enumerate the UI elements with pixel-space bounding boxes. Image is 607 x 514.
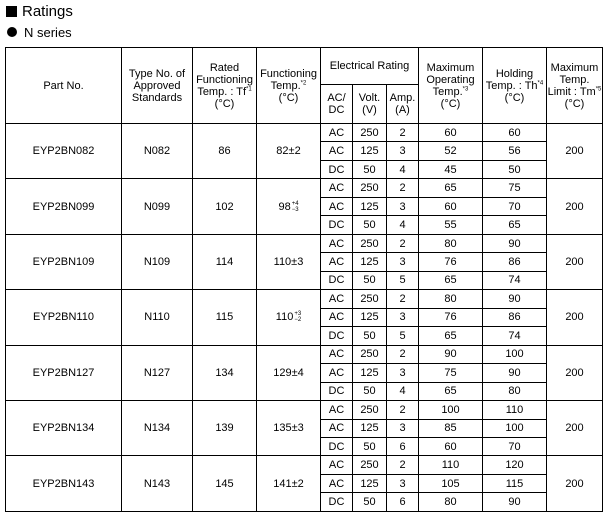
max-operating-temp-cell: 105 xyxy=(419,474,483,492)
acdc-cell: DC xyxy=(321,382,353,400)
max-operating-temp-cell: 110 xyxy=(419,456,483,474)
table-row xyxy=(6,179,603,197)
circle-bullet-icon xyxy=(7,27,17,37)
max-operating-temp-cell: 60 xyxy=(419,124,483,142)
amp-cell: 3 xyxy=(387,197,419,215)
rated-temp-cell: 114 xyxy=(193,234,257,289)
acdc-cell: AC xyxy=(321,419,353,437)
acdc-cell: AC xyxy=(321,179,353,197)
header-acdc: AC/ DC xyxy=(321,85,353,124)
rated-temp-cell: 115 xyxy=(193,290,257,345)
max-temp-limit-cell: 200 xyxy=(547,124,603,179)
holding-temp-cell: 50 xyxy=(483,160,547,178)
header-part-no: Part No. xyxy=(6,48,122,124)
amp-cell: 4 xyxy=(387,216,419,234)
max-operating-temp-cell: 60 xyxy=(419,197,483,215)
functioning-temp-cell xyxy=(257,401,321,456)
holding-temp-cell: 80 xyxy=(483,382,547,400)
holding-temp-cell: 60 xyxy=(483,124,547,142)
header-max-operating-temp: Maximum Operating Temp.$^{*3}$ (°C) xyxy=(419,48,483,124)
max-operating-temp-cell: 100 xyxy=(419,401,483,419)
max-temp-limit-cell: 200 xyxy=(547,345,603,400)
max-temp-limit-cell: 200 xyxy=(547,234,603,289)
functioning-temp-value: 129±4 xyxy=(273,366,304,379)
acdc-cell: AC xyxy=(321,124,353,142)
max-operating-temp-cell: 65 xyxy=(419,271,483,289)
tolerance-upper: +3 xyxy=(294,311,302,318)
functioning-temp-value: 82±2 xyxy=(276,145,301,158)
holding-temp-cell: 74 xyxy=(483,271,547,289)
series-subheading xyxy=(7,23,72,41)
acdc-cell: AC xyxy=(321,345,353,363)
volt-cell: 50 xyxy=(353,327,387,345)
table-row xyxy=(6,401,603,419)
holding-temp-cell: 100 xyxy=(483,419,547,437)
rated-temp-cell: 139 xyxy=(193,401,257,456)
max-operating-temp-cell: 76 xyxy=(419,308,483,326)
volt-cell: 250 xyxy=(353,290,387,308)
holding-temp-cell: 90 xyxy=(483,290,547,308)
acdc-cell: DC xyxy=(321,271,353,289)
volt-cell: 250 xyxy=(353,124,387,142)
volt-cell: 125 xyxy=(353,419,387,437)
volt-cell: 250 xyxy=(353,179,387,197)
volt-cell: 50 xyxy=(353,160,387,178)
table-row xyxy=(6,345,603,363)
amp-cell: 2 xyxy=(387,124,419,142)
acdc-cell: AC xyxy=(321,456,353,474)
functioning-temp-cell xyxy=(257,345,321,400)
max-operating-temp-cell: 80 xyxy=(419,290,483,308)
acdc-cell: AC xyxy=(321,364,353,382)
acdc-cell: AC xyxy=(321,401,353,419)
type-no-cell: N099 xyxy=(122,179,193,234)
functioning-temp-value: 141±2 xyxy=(273,477,304,490)
max-operating-temp-cell: 80 xyxy=(419,493,483,512)
max-temp-limit-cell: 200 xyxy=(547,456,603,512)
max-temp-limit-cell: 200 xyxy=(547,179,603,234)
holding-temp-cell: 100 xyxy=(483,345,547,363)
acdc-cell: AC xyxy=(321,308,353,326)
volt-cell: 50 xyxy=(353,437,387,455)
series-name: N series xyxy=(24,24,72,40)
volt-cell: 125 xyxy=(353,474,387,492)
header-functioning-temp: Functioning Temp.$^{*2}$ (°C) xyxy=(257,48,321,124)
volt-cell: 50 xyxy=(353,271,387,289)
functioning-temp-value: 110±3 xyxy=(273,256,304,269)
volt-cell: 50 xyxy=(353,493,387,512)
functioning-temp-value: 110 xyxy=(275,311,294,324)
max-temp-limit-cell: 200 xyxy=(547,401,603,456)
acdc-cell: AC xyxy=(321,253,353,271)
square-bullet-icon xyxy=(6,6,17,17)
holding-temp-cell: 90 xyxy=(483,234,547,252)
amp-cell: 2 xyxy=(387,345,419,363)
volt-cell: 125 xyxy=(353,308,387,326)
functioning-temp-value: 98 xyxy=(278,200,291,213)
tolerance-upper: +4 xyxy=(291,200,299,207)
amp-cell: 5 xyxy=(387,327,419,345)
ratings-table xyxy=(5,47,603,512)
acdc-cell: DC xyxy=(321,216,353,234)
tolerance-lower: −3 xyxy=(291,206,299,213)
volt-cell: 250 xyxy=(353,345,387,363)
acdc-cell: DC xyxy=(321,160,353,178)
holding-temp-cell: 110 xyxy=(483,401,547,419)
table-row xyxy=(6,234,603,252)
amp-cell: 3 xyxy=(387,142,419,160)
acdc-cell: AC xyxy=(321,197,353,215)
section-heading xyxy=(6,1,73,21)
amp-cell: 2 xyxy=(387,401,419,419)
header-amp: Amp. (A) xyxy=(387,85,419,124)
holding-temp-cell: 56 xyxy=(483,142,547,160)
volt-cell: 125 xyxy=(353,142,387,160)
rated-temp-cell: 86 xyxy=(193,124,257,179)
amp-cell: 3 xyxy=(387,364,419,382)
max-operating-temp-cell: 60 xyxy=(419,437,483,455)
max-operating-temp-cell: 52 xyxy=(419,142,483,160)
holding-temp-cell: 90 xyxy=(483,493,547,512)
amp-cell: 2 xyxy=(387,179,419,197)
tolerance xyxy=(292,201,299,213)
max-operating-temp-cell: 45 xyxy=(419,160,483,178)
header-max-temp-limit: Maximum Temp. Limit : Tm$^{*5}$ (°C) xyxy=(547,48,603,124)
part-no-cell: EYP2BN134 xyxy=(6,401,122,456)
part-no-cell: EYP2BN127 xyxy=(6,345,122,400)
volt-cell: 125 xyxy=(353,364,387,382)
type-no-cell: N134 xyxy=(122,401,193,456)
holding-temp-cell: 70 xyxy=(483,197,547,215)
table-row xyxy=(6,124,603,142)
volt-cell: 250 xyxy=(353,401,387,419)
holding-temp-cell: 75 xyxy=(483,179,547,197)
header-rated-temp: Rated Functioning Temp. : Tf$^{*1}$ (°C) xyxy=(193,48,257,124)
acdc-cell: AC xyxy=(321,234,353,252)
holding-temp-cell: 86 xyxy=(483,253,547,271)
amp-cell: 2 xyxy=(387,290,419,308)
part-no-cell: EYP2BN082 xyxy=(6,124,122,179)
acdc-cell: AC xyxy=(321,290,353,308)
type-no-cell: N082 xyxy=(122,124,193,179)
part-no-cell: EYP2BN109 xyxy=(6,234,122,289)
header-volt: Volt. (V) xyxy=(353,85,387,124)
rated-temp-cell: 145 xyxy=(193,456,257,512)
volt-cell: 250 xyxy=(353,234,387,252)
functioning-temp-cell xyxy=(257,456,321,512)
volt-cell: 125 xyxy=(353,253,387,271)
part-no-cell: EYP2BN143 xyxy=(6,456,122,512)
amp-cell: 3 xyxy=(387,253,419,271)
amp-cell: 3 xyxy=(387,474,419,492)
amp-cell: 2 xyxy=(387,234,419,252)
max-operating-temp-cell: 76 xyxy=(419,253,483,271)
max-operating-temp-cell: 65 xyxy=(419,327,483,345)
amp-cell: 6 xyxy=(387,493,419,512)
amp-cell: 4 xyxy=(387,160,419,178)
amp-cell: 5 xyxy=(387,271,419,289)
amp-cell: 2 xyxy=(387,456,419,474)
amp-cell: 3 xyxy=(387,419,419,437)
holding-temp-cell: 74 xyxy=(483,327,547,345)
acdc-cell: DC xyxy=(321,327,353,345)
amp-cell: 4 xyxy=(387,382,419,400)
section-title: Ratings xyxy=(22,2,73,20)
max-operating-temp-cell: 90 xyxy=(419,345,483,363)
part-no-cell: EYP2BN110 xyxy=(6,290,122,345)
holding-temp-cell: 65 xyxy=(483,216,547,234)
acdc-cell: DC xyxy=(321,437,353,455)
max-temp-limit-cell: 200 xyxy=(547,290,603,345)
functioning-temp-value: 135±3 xyxy=(273,422,304,435)
functioning-temp-cell xyxy=(257,290,321,345)
functioning-temp-cell xyxy=(257,179,321,234)
header-holding-temp: Holding Temp. : Th$^{*4}$ (°C) xyxy=(483,48,547,124)
volt-cell: 50 xyxy=(353,382,387,400)
holding-temp-cell: 70 xyxy=(483,437,547,455)
max-operating-temp-cell: 65 xyxy=(419,179,483,197)
table-row xyxy=(6,456,603,474)
header-electrical-rating: Electrical Rating xyxy=(321,48,419,85)
holding-temp-cell: 120 xyxy=(483,456,547,474)
volt-cell: 250 xyxy=(353,456,387,474)
holding-temp-cell: 90 xyxy=(483,364,547,382)
type-no-cell: N127 xyxy=(122,345,193,400)
acdc-cell: AC xyxy=(321,474,353,492)
type-no-cell: N143 xyxy=(122,456,193,512)
amp-cell: 3 xyxy=(387,308,419,326)
tolerance xyxy=(294,311,301,323)
rated-temp-cell: 102 xyxy=(193,179,257,234)
max-operating-temp-cell: 55 xyxy=(419,216,483,234)
max-operating-temp-cell: 65 xyxy=(419,382,483,400)
tolerance-lower: −2 xyxy=(294,317,302,324)
max-operating-temp-cell: 80 xyxy=(419,234,483,252)
functioning-temp-cell xyxy=(257,234,321,289)
acdc-cell: AC xyxy=(321,142,353,160)
holding-temp-cell: 86 xyxy=(483,308,547,326)
type-no-cell: N109 xyxy=(122,234,193,289)
header-type-no: Type No. of Approved Standards xyxy=(122,48,193,124)
acdc-cell: DC xyxy=(321,493,353,512)
volt-cell: 50 xyxy=(353,216,387,234)
functioning-temp-cell xyxy=(257,124,321,179)
max-operating-temp-cell: 85 xyxy=(419,419,483,437)
volt-cell: 125 xyxy=(353,197,387,215)
max-operating-temp-cell: 75 xyxy=(419,364,483,382)
type-no-cell: N110 xyxy=(122,290,193,345)
table-row xyxy=(6,290,603,308)
part-no-cell: EYP2BN099 xyxy=(6,179,122,234)
holding-temp-cell: 115 xyxy=(483,474,547,492)
rated-temp-cell: 134 xyxy=(193,345,257,400)
amp-cell: 6 xyxy=(387,437,419,455)
